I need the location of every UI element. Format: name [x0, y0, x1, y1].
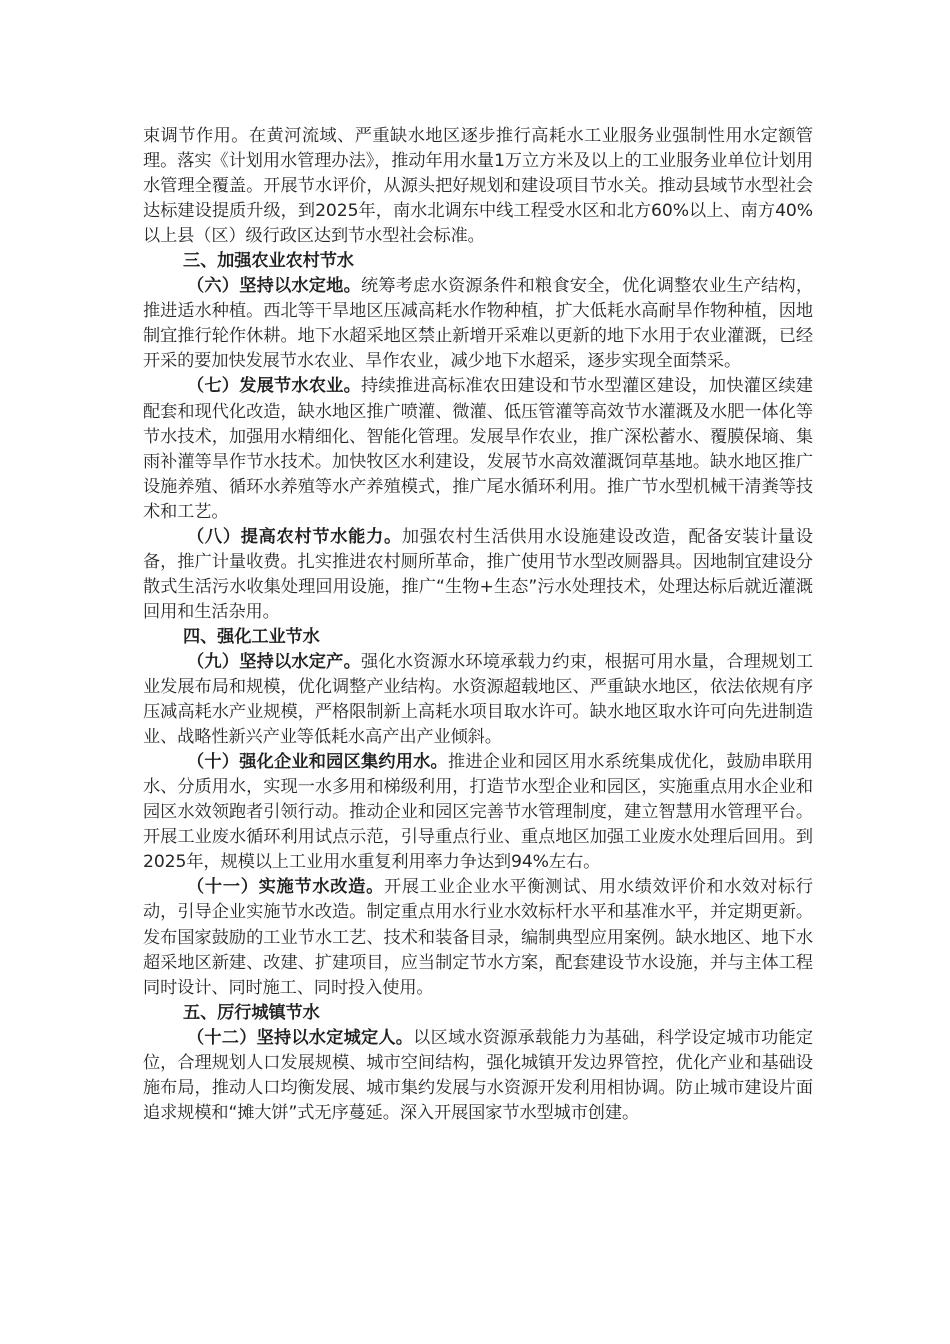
paragraph-item-8 [143, 525, 813, 625]
paragraph-lead: （六）坚持以水定地。 [187, 276, 361, 297]
paragraph-lead: （十二）坚持以水定城定人。 [187, 1027, 414, 1048]
document-page [143, 124, 813, 1126]
section-heading-industry: 四、强化工业节水 [183, 626, 320, 647]
paragraph-item-10 [143, 750, 813, 875]
paragraph-item-11 [143, 875, 813, 1000]
section-heading-urban: 五、厉行城镇节水 [183, 1002, 320, 1023]
paragraph-lead: （十一）实施节水改造。 [187, 877, 384, 898]
paragraph-text: 开展工业企业水平衡测试、用水绩效评价和水效对标行动，引导企业实施节水改造。制定重点用水行业水效标杆水平和基准水平，并定期更新。发布国家鼓励的工业节水工艺、技术和装备目录，编制典型应用案例。缺水地区、地下水超采地区新建、改建、扩建项目，应当制定节水方案，配套建设节水设施，并与主体工程同时设计、同时施工、同时投入使用。 [143, 877, 813, 998]
paragraph-item-12 [143, 1026, 813, 1126]
paragraph-item-9 [143, 650, 813, 750]
paragraph-lead: （八）提高农村节水能力。 [187, 526, 402, 547]
paragraph-text: 统筹考虑水资源条件和粮食安全，优化调整农业生产结构，推进适水种植。西北等干旱地区压减高耗水作物种植，扩大低耗水高耐旱作物种植，因地制宜推行轮作休耕。地下水超采地区禁止新增开采难以更新的地下水用于农业灌溉，已经开采的要加快发展节水农业、旱作农业，减少地下水超采，逐步实现全面禁采。 [143, 276, 813, 372]
paragraph-text: 加强农村生活供用水设施建设改造，配备安装计量设备，推广计量收费。扎实推进农村厕所革命，推广使用节水型改厕器具。因地制宜建设分散式生活污水收集处理回用设施，推广“生物+生态”污水处理技术，处理达标后就近灌溉回用和生活杂用。 [143, 526, 813, 622]
paragraph-text: 强化水资源水环境承载力约束，根据可用水量，合理规划工业发展布局和规模，优化调整产业结构。水资源超载地区、严重缺水地区，依法依规有序压减高耗水产业规模，严格限制新上高耗水项目取水许可。缺水地区取水许可向先进制造业、战略性新兴产业等低耗水高产出产业倾斜。 [143, 651, 813, 748]
paragraph-text: 推进企业和园区用水系统集成优化，鼓励串联用水、分质用水，实现一水多用和梯级利用，打造节水型企业和园区，实施重点用水企业和园区水效领跑者引领行动。推动企业和园区完善节水管理制度，建立智慧用水管理平台。开展工业废水循环利用试点示范，引导重点行业、重点地区加强工业废水处理后回用。到2025年，规模以上工业用水重复利用率力争达到94%左右。 [143, 752, 813, 873]
section-heading-agriculture: 三、加强农业农村节水 [183, 251, 354, 272]
paragraph-lead: （十）强化企业和园区集约用水。 [187, 752, 448, 773]
paragraph-continuation [143, 124, 813, 249]
paragraph-item-6 [143, 274, 813, 374]
paragraph-text: 以区域水资源承载能力为基础，科学设定城市功能定位，合理规划人口发展规模、城市空间结构，强化城镇开发边界管控，优化产业和基础设施布局，推动人口均衡发展、城市集约发展与水资源开发利用相协调。防止城市建设片面追求规模和“摊大饼”式无序蔓延。深入开展国家节水型城市创建。 [143, 1027, 814, 1123]
paragraph-text: 束调节作用。在黄河流域、严重缺水地区逐步推行高耗水工业服务业强制性用水定额管理。落实《计划用水管理办法》，推动年用水量1万立方米及以上的工业服务业单位计划用水管理全覆盖。开展节水评价，从源头把好规划和建设项目节水关。推动县域节水型社会达标建设提质升级，到2025年，南水北调东中线工程受水区和北方60%以上、南方40%以上县（区）级行政区达到节水型社会标准。 [143, 126, 813, 247]
paragraph-text: 持续推进高标准农田建设和节水型灌区建设，加快灌区续建配套和现代化改造，缺水地区推广喷灌、微灌、低压管灌等高效节水灌溉及水肥一体化等节水技术，加强用水精细化、智能化管理。发展旱作农业，推广深松蓄水、覆膜保墒、集雨补灌等旱作节水技术。加快牧区水利建设，发展节水高效灌溉饲草基地。缺水地区推广设施养殖、循环水养殖等水产养殖模式，推广尾水循环利用。推广节水型机械干清粪等技术和工艺。 [143, 376, 813, 522]
paragraph-lead: （七）发展节水农业。 [187, 376, 361, 397]
paragraph-lead: （九）坚持以水定产。 [187, 651, 361, 672]
paragraph-item-7 [143, 374, 813, 524]
